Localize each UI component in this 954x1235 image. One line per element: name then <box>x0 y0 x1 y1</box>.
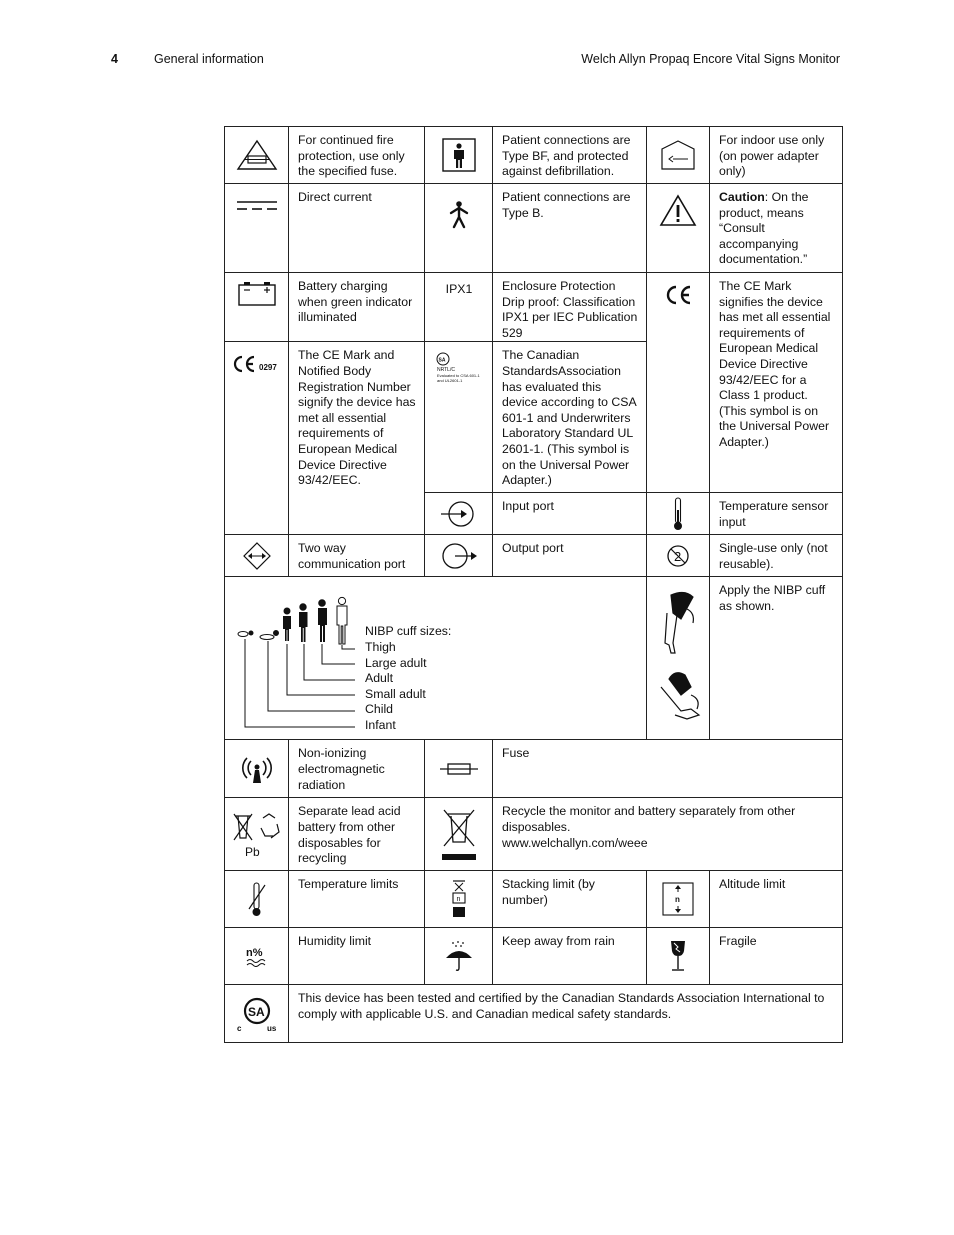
nibp-cell <box>225 577 647 740</box>
two-way-port-icon <box>225 535 289 577</box>
csa-nrtl-icon <box>425 342 493 493</box>
ipx1-text: Enclosure Protection Drip proof: Classification IPX1 per IEC Publication 529 <box>493 273 647 342</box>
humidity-text: Humidity limit <box>289 928 425 985</box>
weee-bin-icon <box>425 798 493 871</box>
fuse-warning-icon <box>225 127 289 184</box>
cuff-application-icon <box>647 577 710 740</box>
csa-nrtl-text: The Canadian StandardsAssociation has evaluated this device according to CSA 601-1 and Underwriters Laboratory Standard UL 2601-1. (This symbol is on the Universal Power Adapter.) <box>493 342 647 493</box>
nibp-title: NIBP cuff sizes: <box>365 624 452 639</box>
ce-0297-text: The CE Mark and Notified Body Registration Number signify the device has met all essential requirements of European Medical Device Directive 93/42/EEC. <box>289 342 425 535</box>
caution-label: Caution <box>719 190 765 204</box>
type-b-text: Patient connections are Type B. <box>493 184 647 273</box>
page-number: 4 <box>111 52 118 66</box>
single-use-icon <box>647 535 710 577</box>
ce-mark-text: The CE Mark signifies the device has met all essential requirements of European Medical Device Directive 93/42/EEC for a Class 1 product. (This symbol is on the Universal Power Adapter.) <box>710 273 843 493</box>
rain-text: Keep away from rain <box>493 928 647 985</box>
fuse-warning-text: For continued fire protection, use only the specified fuse. <box>289 127 425 184</box>
fragile-text: Fragile <box>710 928 843 985</box>
caution-description: : On the product, means “Consult accompanying documentation.” <box>719 190 809 267</box>
section-title: General information <box>154 52 264 66</box>
csa-c: c <box>236 1023 241 1033</box>
direct-current-text: Direct current <box>289 184 425 273</box>
weee-url: www.welchallyn.com/weee <box>502 835 648 850</box>
direct-current-icon <box>225 184 289 273</box>
recycle-instruction: Recycle the monitor and battery separately from other disposables. <box>502 804 796 834</box>
battery-icon <box>225 273 289 342</box>
type-b-icon <box>425 184 493 273</box>
altitude-text: Altitude limit <box>710 871 843 928</box>
document-title: Welch Allyn Propaq Encore Vital Signs Monitor <box>581 52 840 66</box>
umbrella-icon <box>425 928 493 985</box>
csa-nrtl-line1: NRTL/C <box>437 367 455 374</box>
nibp-legend <box>365 624 451 733</box>
battery-text: Battery charging when green indicator illuminated <box>289 273 425 342</box>
fuse-text: Fuse <box>493 740 843 798</box>
fuse-icon <box>425 740 493 798</box>
temperature-limits-text: Temperature limits <box>289 871 425 928</box>
temperature-limits-icon <box>225 871 289 928</box>
nibp-size-adult: Adult <box>365 671 394 686</box>
type-bf-icon <box>425 127 493 184</box>
pb-label: Pb <box>244 845 260 859</box>
nibp-size-thigh: Thigh <box>365 639 396 654</box>
ipx1-label: IPX1 <box>425 273 493 342</box>
altitude-n: n <box>675 895 680 905</box>
altitude-limit-icon <box>647 871 710 928</box>
indoor-icon <box>647 127 710 184</box>
nibp-size-small-adult: Small adult <box>365 686 426 701</box>
indoor-text: For indoor use only (on power adapter only) <box>710 127 843 184</box>
single-use-number: 2 <box>674 548 682 564</box>
csa-certified-text: This device has been tested and certified by the Canadian Standards Association International to comply with applicable U.S. and Canadian medical safety standards. <box>289 985 843 1043</box>
output-port-icon <box>425 535 493 577</box>
nibp-size-child: Child <box>365 702 394 717</box>
nibp-size-infant: Infant <box>365 717 396 732</box>
two-way-port-text: Two way communication port <box>289 535 425 577</box>
recycle-text <box>493 798 843 871</box>
csa-certification-logo <box>225 985 289 1043</box>
ce-mark-icon <box>647 273 710 493</box>
csa-nrtl-line2: Evaluated to CSA 601-1 <box>437 373 480 379</box>
ce-0297-number: 0297 <box>258 363 277 373</box>
csa-logo-letters: SA <box>247 1004 265 1019</box>
stacking-n: n <box>456 896 460 904</box>
stacking-text: Stacking limit (by number) <box>493 871 647 928</box>
type-bf-text: Patient connections are Type BF, and protected against defibrillation. <box>493 127 647 184</box>
caution-icon <box>647 184 710 273</box>
temp-sensor-text: Temperature sensor input <box>710 493 843 535</box>
apply-cuff-text: Apply the NIBP cuff as shown. <box>710 577 843 740</box>
csa-nrtl-line3: and UL2601-1 <box>437 378 463 384</box>
humidity-n: n% <box>245 947 262 960</box>
stacking-limit-icon <box>425 871 493 928</box>
caution-text <box>710 184 843 273</box>
separate-lead-text: Separate lead acid battery from other disposables for recycling <box>289 798 425 871</box>
lead-battery-recycle-icon <box>225 798 289 871</box>
nibp-size-large-adult: Large adult <box>365 655 427 670</box>
symbols-table <box>224 126 843 1043</box>
non-ionizing-radiation-icon <box>225 740 289 798</box>
humidity-limit-icon <box>225 928 289 985</box>
input-port-text: Input port <box>493 493 647 535</box>
input-port-icon <box>425 493 493 535</box>
fragile-glass-icon <box>647 928 710 985</box>
thermometer-icon <box>647 493 710 535</box>
non-ionizing-text: Non-ionizing electromagnetic radiation <box>289 740 425 798</box>
output-port-text: Output port <box>493 535 647 577</box>
ce-0297-icon <box>225 342 289 535</box>
single-use-text: Single-use only (not reusable). <box>710 535 843 577</box>
csa-us: us <box>266 1023 276 1033</box>
svg-text:SA: SA <box>438 357 446 364</box>
